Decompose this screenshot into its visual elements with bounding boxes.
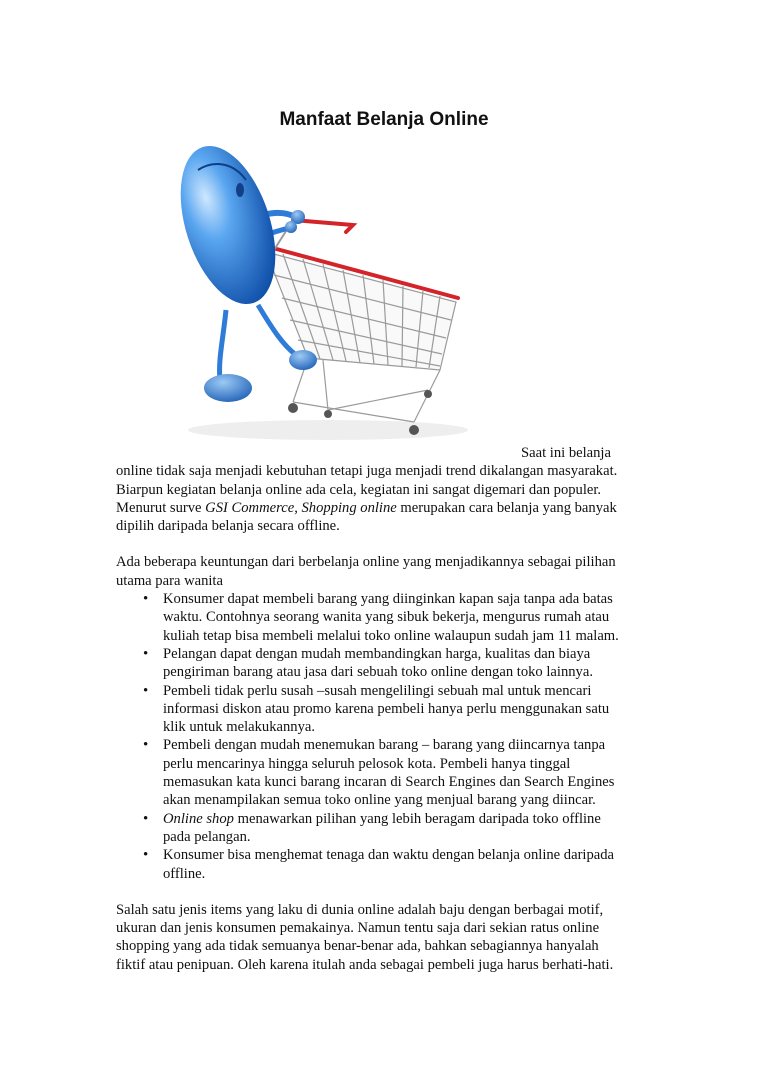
- closing-line: Salah satu jenis items yang laku di dunia online adalah baju dengan berbagai motif,: [116, 901, 604, 918]
- intro-line-survey: Menurut surve GSI Commerce, Shopping online merupakan cara belanja yang banyak: [116, 499, 617, 516]
- list-item: • Pelangan dapat dengan mudah membandingkan harga, kualitas dan biaya pengiriman barang atau jasa dari sebuah toko online dengan toko lainnya.: [143, 645, 593, 681]
- page-title: Manfaat Belanja Online: [279, 109, 489, 130]
- bullet-icon: •: [143, 591, 149, 608]
- benefits-intro-line: utama para wanita: [116, 572, 223, 589]
- bullet-icon: •: [143, 645, 149, 662]
- closing-line: ukuran dan jenis konsumen pemakainya. Namun tentu saja dari sekian ratus online: [116, 920, 600, 937]
- bullet-icon: •: [143, 682, 149, 699]
- closing-line: fiktif atau penipuan. Oleh karena itulah anda sebagai pembeli juga harus berhati-hati.: [116, 956, 614, 973]
- mouse-pushing-shopping-cart-illustration: [178, 140, 470, 446]
- intro-lead: Saat ini belanja: [521, 445, 611, 461]
- online-shop-text: Online shop: [163, 810, 234, 827]
- closing-line: shopping yang ada tidak semuanya benar-benar ada, bahkan sebagiannya hanyalah: [116, 938, 599, 955]
- list-item: • Online shop menawarkan pilihan yang lebih beragam daripada toko offline pada pelangan.: [143, 810, 601, 845]
- bullet-icon: •: [143, 847, 149, 864]
- bullet-icon: •: [143, 810, 149, 827]
- list-item: • Konsumer bisa menghemat tenaga dan waktu dengan belanja online daripada offline.: [143, 847, 615, 882]
- benefits-intro-line: Ada beberapa keuntungan dari berbelanja online yang menjadikannya sebagai pilihan: [116, 554, 616, 571]
- article-body: [116, 444, 654, 974]
- benefits-list: [116, 590, 654, 883]
- list-item: • Pembeli tidak perlu susah –susah mengelilingi sebuah mal untuk mencari informasi diskon atau promo karena pembeli hanya perlu menggunakan satu klik untuk melakukannya.: [143, 682, 610, 736]
- bullet-icon: •: [143, 737, 149, 754]
- list-item: • Konsumer dapat membeli barang yang diinginkan kapan saja tanpa ada batas waktu. Contohnya seorang wanita yang sibuk bekerja, mengurus rumah atau kuliah tetap bisa membeli melalui toko online walaupun sudah jam 11 malam.: [143, 591, 619, 644]
- list-item: • Pembeli dengan mudah menemukan barang – barang yang diincarnya tanpa perlu mencarinya hingga seluruh pelosok kota. Pembeli hanya tinggal memasukan kata kunci barang incaran di Search Engines dan Search Engines akan menampilakan semua toko online yang menjual barang yang diincar.: [143, 737, 615, 809]
- intro-line: online tidak saja menjadi kebutuhan tetapi juga menjadi trend dikalangan masyarakat.: [116, 463, 618, 480]
- gsi-commerce-text: GSI Commerce: [205, 499, 295, 516]
- intro-line: dipilih daripada belanja secara offline.: [116, 518, 340, 535]
- intro-line: Biarpun kegiatan belanja online ada cela, kegiatan ini sangat digemari dan populer.: [116, 481, 602, 498]
- shopping-online-text: Shopping online: [301, 499, 397, 516]
